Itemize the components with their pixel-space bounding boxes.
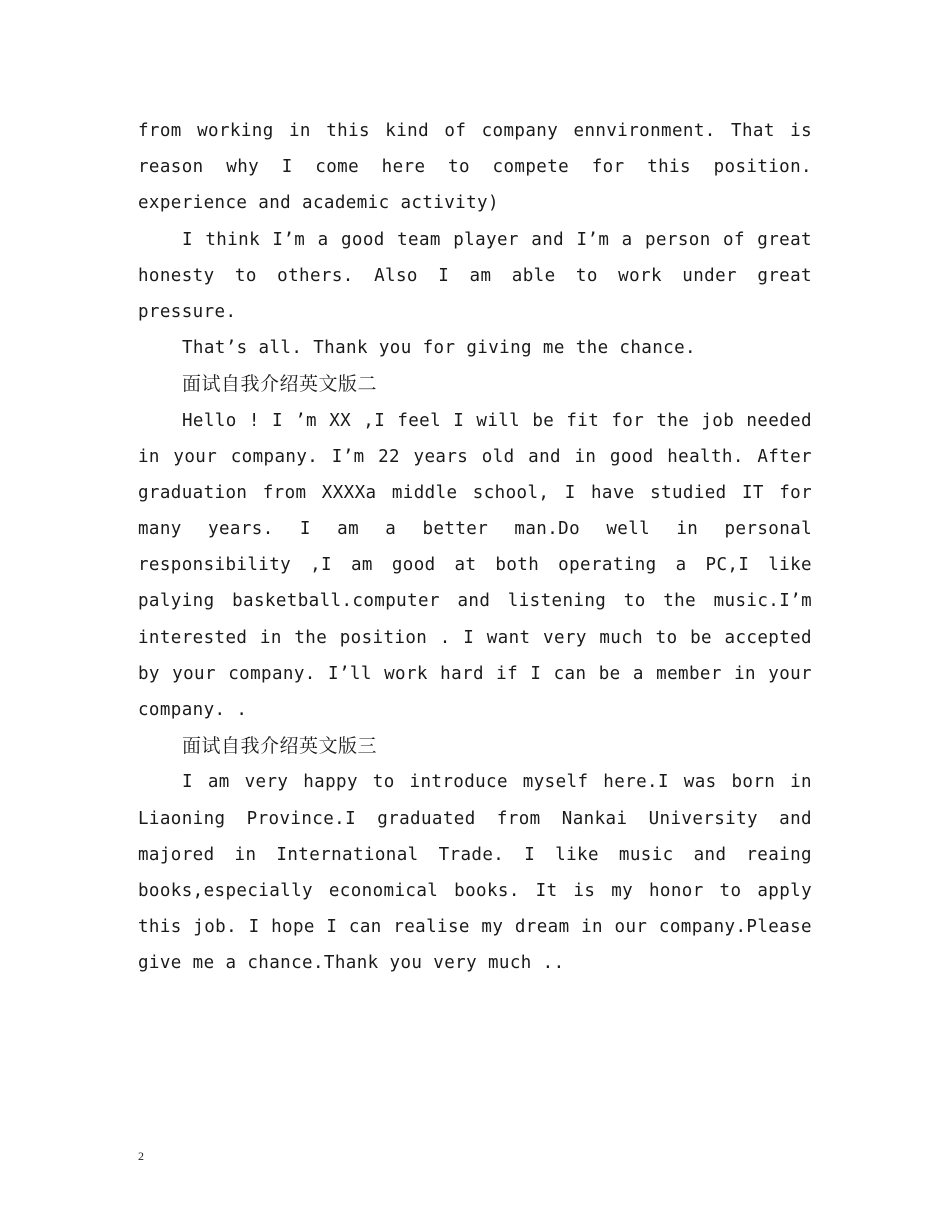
text-line: honesty to others. Also I am able to work under great — [138, 265, 812, 286]
text-line: in your company. I’m 22 years old and in good health. After — [138, 446, 812, 467]
text-line: many years. I am a better man.Do well in personal — [138, 519, 812, 540]
text-line: this job. I hope I can realise my dream in our company.Please — [138, 917, 812, 938]
text-line: reason why I come here to compete for this position. — [138, 157, 812, 178]
text-line: company. . — [138, 700, 248, 720]
text-line: responsibility ,I am good at both operating a PC,I like — [138, 555, 812, 576]
text-line: pressure. — [138, 301, 237, 322]
text-line: I am very happy to introduce myself here.I was born in — [182, 772, 812, 793]
text-line: from working in this kind of company ennvironment. That is — [138, 121, 812, 141]
section-heading: 面试自我介绍英文版二 — [182, 373, 378, 396]
text-line: majored in International Trade. I like music and reaing — [138, 844, 812, 865]
section-heading: 面试自我介绍英文版三 — [182, 735, 378, 758]
text-line: experience and academic activity) — [138, 193, 499, 214]
text-line: interested in the position . I want very much to be accepted — [138, 627, 812, 648]
text-line: palying basketball.computer and listening to the music.I’m — [138, 591, 812, 612]
text-line: books,especially economical books. It is my honor to apply — [138, 880, 812, 901]
page-number: 2 — [138, 1149, 144, 1163]
text-line: That’s all. Thank you for giving me the chance. — [182, 338, 696, 359]
text-line: Hello ! I ’m XX ,I feel I will be fit for the job needed — [182, 410, 812, 431]
text-line: Liaoning Province.I graduated from Nankai University and — [138, 808, 812, 829]
text-line: by your company. I’ll work hard if I can be a member in your — [138, 663, 812, 684]
document-body — [138, 113, 812, 982]
text-line: I think I’m a good team player and I’m a person of great — [182, 229, 812, 250]
text-line: give me a chance.Thank you very much .. — [138, 953, 565, 974]
text-line: graduation from XXXXa middle school, I have studied IT for — [138, 482, 812, 503]
